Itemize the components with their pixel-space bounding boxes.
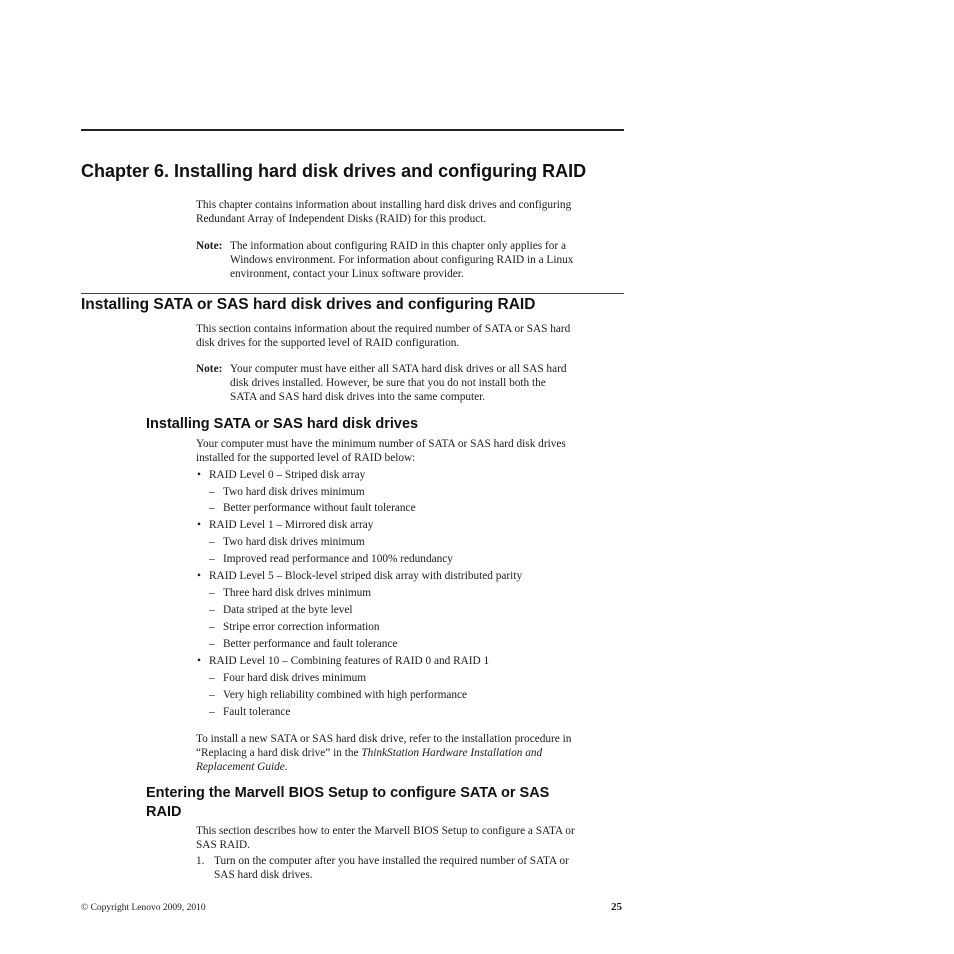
subsection-title: Entering the Marvell BIOS Setup to configure SATA or SAS RAID: [146, 785, 550, 820]
subsection-paragraph: Your computer must have the minimum number of SATA or SAS hard disk drives installed for the supported level of RAID below:: [196, 438, 566, 464]
chapter-title: Chapter 6. Installing hard disk drives and configuring RAID: [81, 161, 587, 181]
section-paragraph: This section contains information about the required number of SATA or SAS hard disk drives for the supported level of RAID configuration.: [196, 323, 571, 349]
note-label: Note:: [196, 363, 223, 375]
subsection-paragraph: This section describes how to enter the Marvell BIOS Setup to configure a SATA or SAS RAID.: [196, 825, 575, 851]
guide-title: ThinkStation Hardware Installation and: [361, 747, 543, 759]
guide-title: Replacement Guide: [196, 761, 285, 773]
step-number: 1.: [196, 855, 205, 867]
install-reference-paragraph: To install a new SATA or SAS hard disk drive, refer to the installation procedure in “Replacing a hard disk drive” in the ThinkStation Hardware Installation and Replacement Guide.: [196, 733, 572, 773]
intro-paragraph: This chapter contains information about installing hard disk drives and configuring Redundant Array of Independent Disks (RAID) for this product.: [196, 199, 572, 225]
note-raid-windows: Note: The information about configuring RAID in this chapter only applies for a Windows environment. For information about configuring RAID in a Linux environment, contact your Linux software provider.: [196, 240, 574, 280]
note-sata-sas: Note: Your computer must have either all SATA hard disk drives or all SAS hard disk drives installed. However, be sure that you do not install both the SATA and SAS hard disk drives into the same computer.: [196, 363, 567, 403]
top-rule: [81, 129, 624, 131]
subsection-title: Installing SATA or SAS hard disk drives: [146, 416, 419, 432]
section-rule: [81, 293, 624, 294]
page-number: 25: [611, 901, 622, 913]
note-label: Note:: [196, 240, 223, 252]
copyright: © Copyright Lenovo 2009, 2010: [81, 903, 206, 913]
section-title: Installing SATA or SAS hard disk drives and configuring RAID: [81, 296, 536, 313]
